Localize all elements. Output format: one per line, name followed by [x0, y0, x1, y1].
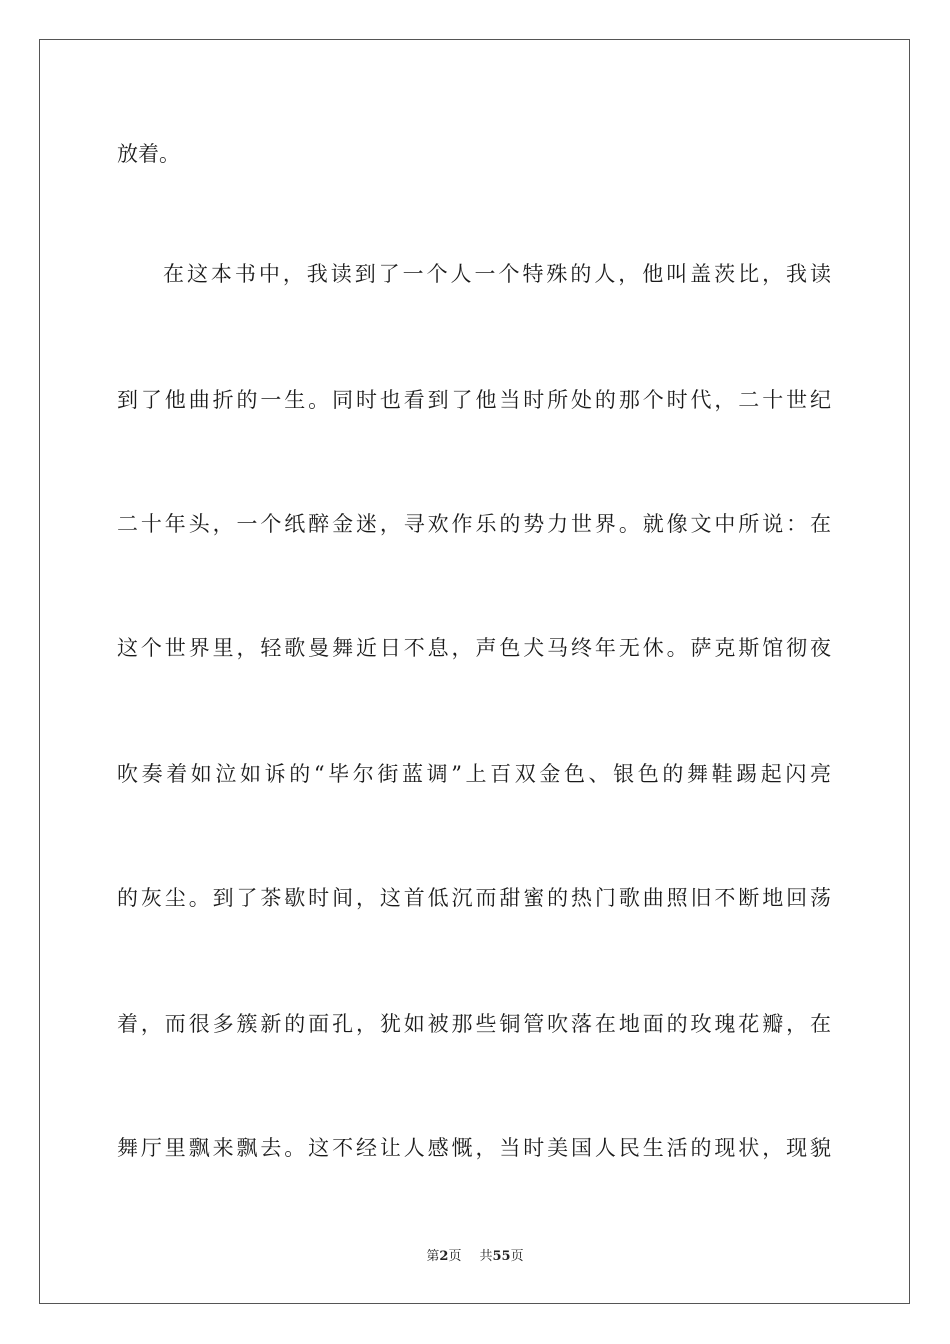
- paragraph-line: 吹奏着如泣如诉的“毕尔街蓝调”上百双金色、银色的舞鞋踢起闪亮: [117, 762, 831, 786]
- paragraph-line: 这个世界里，轻歌曼舞近日不息，声色犬马终年无休。萨克斯馆彻夜: [117, 636, 831, 660]
- paragraph-line: 到了他曲折的一生。同时也看到了他当时所处的那个时代，二十世纪: [117, 388, 831, 412]
- paragraph-line: 放着。: [117, 142, 180, 166]
- total-pages: 55: [492, 1249, 511, 1264]
- paragraph-line: 二十年头，一个纸醉金迷，寻欢作乐的势力世界。就像文中所说：在: [117, 512, 831, 536]
- paragraph-line: 的灰尘。到了茶歇时间，这首低沉而甜蜜的热门歌曲照旧不断地回荡: [117, 886, 831, 910]
- total-suffix: 页: [510, 1249, 524, 1264]
- paragraph-line: 舞厅里飘来飘去。这不经让人感慨，当时美国人民生活的现状，现貌: [117, 1136, 831, 1160]
- total-prefix: 共: [479, 1249, 493, 1264]
- page-suffix: 页: [448, 1249, 462, 1264]
- page-number: 2: [439, 1249, 449, 1264]
- page-border: [39, 39, 910, 1304]
- paragraph-line: 在这本书中，我读到了一个人一个特殊的人，他叫盖茨比，我读: [163, 262, 831, 286]
- page-prefix: 第: [426, 1249, 440, 1264]
- paragraph-line: 着，而很多簇新的面孔，犹如被那些铜管吹落在地面的玫瑰花瓣，在: [117, 1012, 831, 1036]
- page-footer: [0, 1248, 950, 1266]
